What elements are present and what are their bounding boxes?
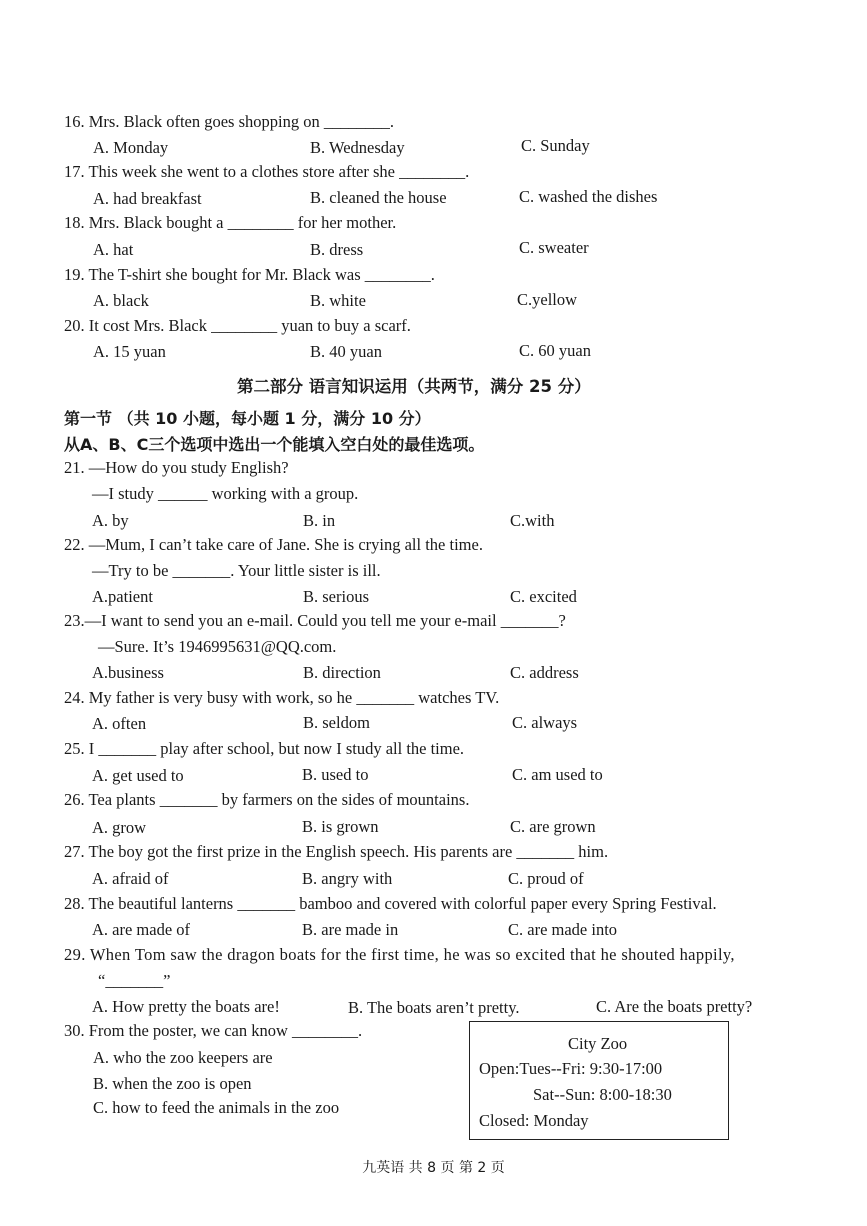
page-footer: 九英语 共 8 页 第 2 页 [362, 1160, 505, 1176]
question-number: 19. [64, 265, 85, 284]
poster-title: City Zoo [568, 1034, 628, 1053]
option-a[interactable]: A. had breakfast [93, 189, 202, 208]
option-b[interactable]: B. 40 yuan [310, 342, 382, 361]
option-c[interactable]: C. am used to [512, 765, 603, 784]
poster-open-weekend: Sat--Sun: 8:00-18:30 [533, 1085, 672, 1104]
option-c[interactable]: C.with [510, 511, 555, 530]
option-a[interactable]: A. grow [92, 818, 147, 837]
option-c[interactable]: C. sweater [519, 238, 589, 257]
question-text: Mrs. Black often goes shopping on ________. [88, 112, 394, 131]
option-a[interactable]: A.patient [92, 587, 153, 606]
poster-closed: Closed: Monday [479, 1111, 589, 1130]
question-17 [64, 162, 469, 182]
question-21: 21. —How do you study English? [64, 458, 289, 477]
question-text: Mrs. Black bought a ________ for her mother. [88, 213, 397, 232]
question-23: 23.—I want to send you an e-mail. Could you tell me your e-mail _______? [64, 611, 566, 630]
section-heading: 第一节 （共 10 小题，每小题 1 分，满分 10 分） [64, 409, 431, 428]
option-b[interactable]: B. in [303, 511, 336, 530]
option-b[interactable]: B. The boats aren’t pretty. [348, 998, 520, 1017]
option-c[interactable]: C. Sunday [521, 136, 590, 155]
question-text: This week she went to a clothes store after she ________. [88, 162, 470, 181]
question-29: 29. When Tom saw the dragon boats for the first time, he was so excited that he shouted happily, [64, 945, 735, 964]
question-number: 18. [64, 213, 85, 232]
question-27: 27. The boy got the first prize in the English speech. His parents are _______ him. [64, 842, 609, 861]
option-c[interactable]: C. address [510, 663, 579, 682]
section-instruction: 从A、B、C三个选项中选出一个能填入空白处的最佳选项。 [64, 435, 485, 454]
question-number: 17. [64, 162, 85, 181]
question-number: 20. [64, 316, 85, 335]
option-c[interactable]: C. Are the boats pretty? [596, 997, 753, 1016]
option-a[interactable]: A. by [92, 511, 129, 530]
option-c[interactable]: C. excited [510, 587, 577, 606]
option-c[interactable]: C. 60 yuan [519, 341, 591, 360]
poster-open-weekday: Open:Tues--Fri: 9:30-17:00 [479, 1059, 663, 1078]
option-c[interactable]: C. how to feed the animals in the zoo [93, 1098, 340, 1117]
option-c[interactable]: C. are grown [510, 817, 596, 836]
question-21-line2: —I study ______ working with a group. [92, 484, 359, 503]
option-c[interactable]: C. always [512, 713, 578, 732]
option-a[interactable]: A. Monday [93, 138, 169, 157]
option-b[interactable]: B. is grown [302, 817, 379, 836]
option-b[interactable]: B. when the zoo is open [93, 1074, 252, 1093]
question-16 [64, 112, 394, 132]
option-b[interactable]: B. seldom [303, 713, 370, 732]
option-a[interactable]: A. get used to [92, 766, 184, 785]
option-c[interactable]: C. are made into [508, 920, 618, 939]
option-b[interactable]: B. direction [303, 663, 381, 682]
part-title: 第二部分 语言知识运用（共两节，满分 25 分） [237, 377, 591, 396]
option-b[interactable]: B. white [310, 291, 366, 310]
option-b[interactable]: B. are made in [302, 920, 399, 939]
option-a[interactable]: A. who the zoo keepers are [93, 1048, 273, 1067]
option-b[interactable]: B. used to [302, 765, 369, 784]
option-b[interactable]: B. dress [310, 240, 364, 259]
question-24: 24. My father is very busy with work, so he _______ watches TV. [64, 688, 500, 707]
question-18 [64, 213, 396, 233]
question-19 [64, 265, 435, 285]
question-20 [64, 316, 411, 336]
option-a[interactable]: A.business [92, 663, 164, 682]
option-a[interactable]: A. How pretty the boats are! [92, 997, 280, 1016]
question-26: 26. Tea plants _______ by farmers on the sides of mountains. [64, 790, 470, 809]
option-a[interactable]: A. are made of [92, 920, 191, 939]
option-b[interactable]: B. serious [303, 587, 369, 606]
option-a[interactable]: A. 15 yuan [93, 342, 166, 361]
question-23-line2: —Sure. It’s 1946995631@QQ.com. [98, 637, 337, 656]
question-30: 30. From the poster, we can know ________. [64, 1021, 363, 1040]
question-22-line2: —Try to be _______. Your little sister is ill. [92, 561, 381, 580]
question-number: 16. [64, 112, 85, 131]
question-25: 25. I _______ play after school, but now I study all the time. [64, 739, 465, 758]
option-a[interactable]: A. afraid of [92, 869, 169, 888]
option-a[interactable]: A. often [92, 714, 147, 733]
option-b[interactable]: B. cleaned the house [310, 188, 447, 207]
question-text: The T-shirt she bought for Mr. Black was ________. [88, 265, 435, 284]
option-a[interactable]: A. black [93, 291, 149, 310]
question-29-line2: “_______” [98, 971, 171, 990]
option-c[interactable]: C. washed the dishes [519, 187, 658, 206]
option-c[interactable]: C.yellow [517, 290, 578, 309]
option-b[interactable]: B. angry with [302, 869, 393, 888]
zoo-poster [469, 1021, 729, 1140]
option-c[interactable]: C. proud of [508, 869, 584, 888]
option-a[interactable]: A. hat [93, 240, 134, 259]
question-22: 22. —Mum, I can’t take care of Jane. She is crying all the time. [64, 535, 483, 554]
option-b[interactable]: B. Wednesday [310, 138, 405, 157]
question-28: 28. The beautiful lanterns _______ bamboo and covered with colorful paper every Spring Festival. [64, 894, 717, 913]
question-text: It cost Mrs. Black ________ yuan to buy a scarf. [88, 316, 411, 335]
